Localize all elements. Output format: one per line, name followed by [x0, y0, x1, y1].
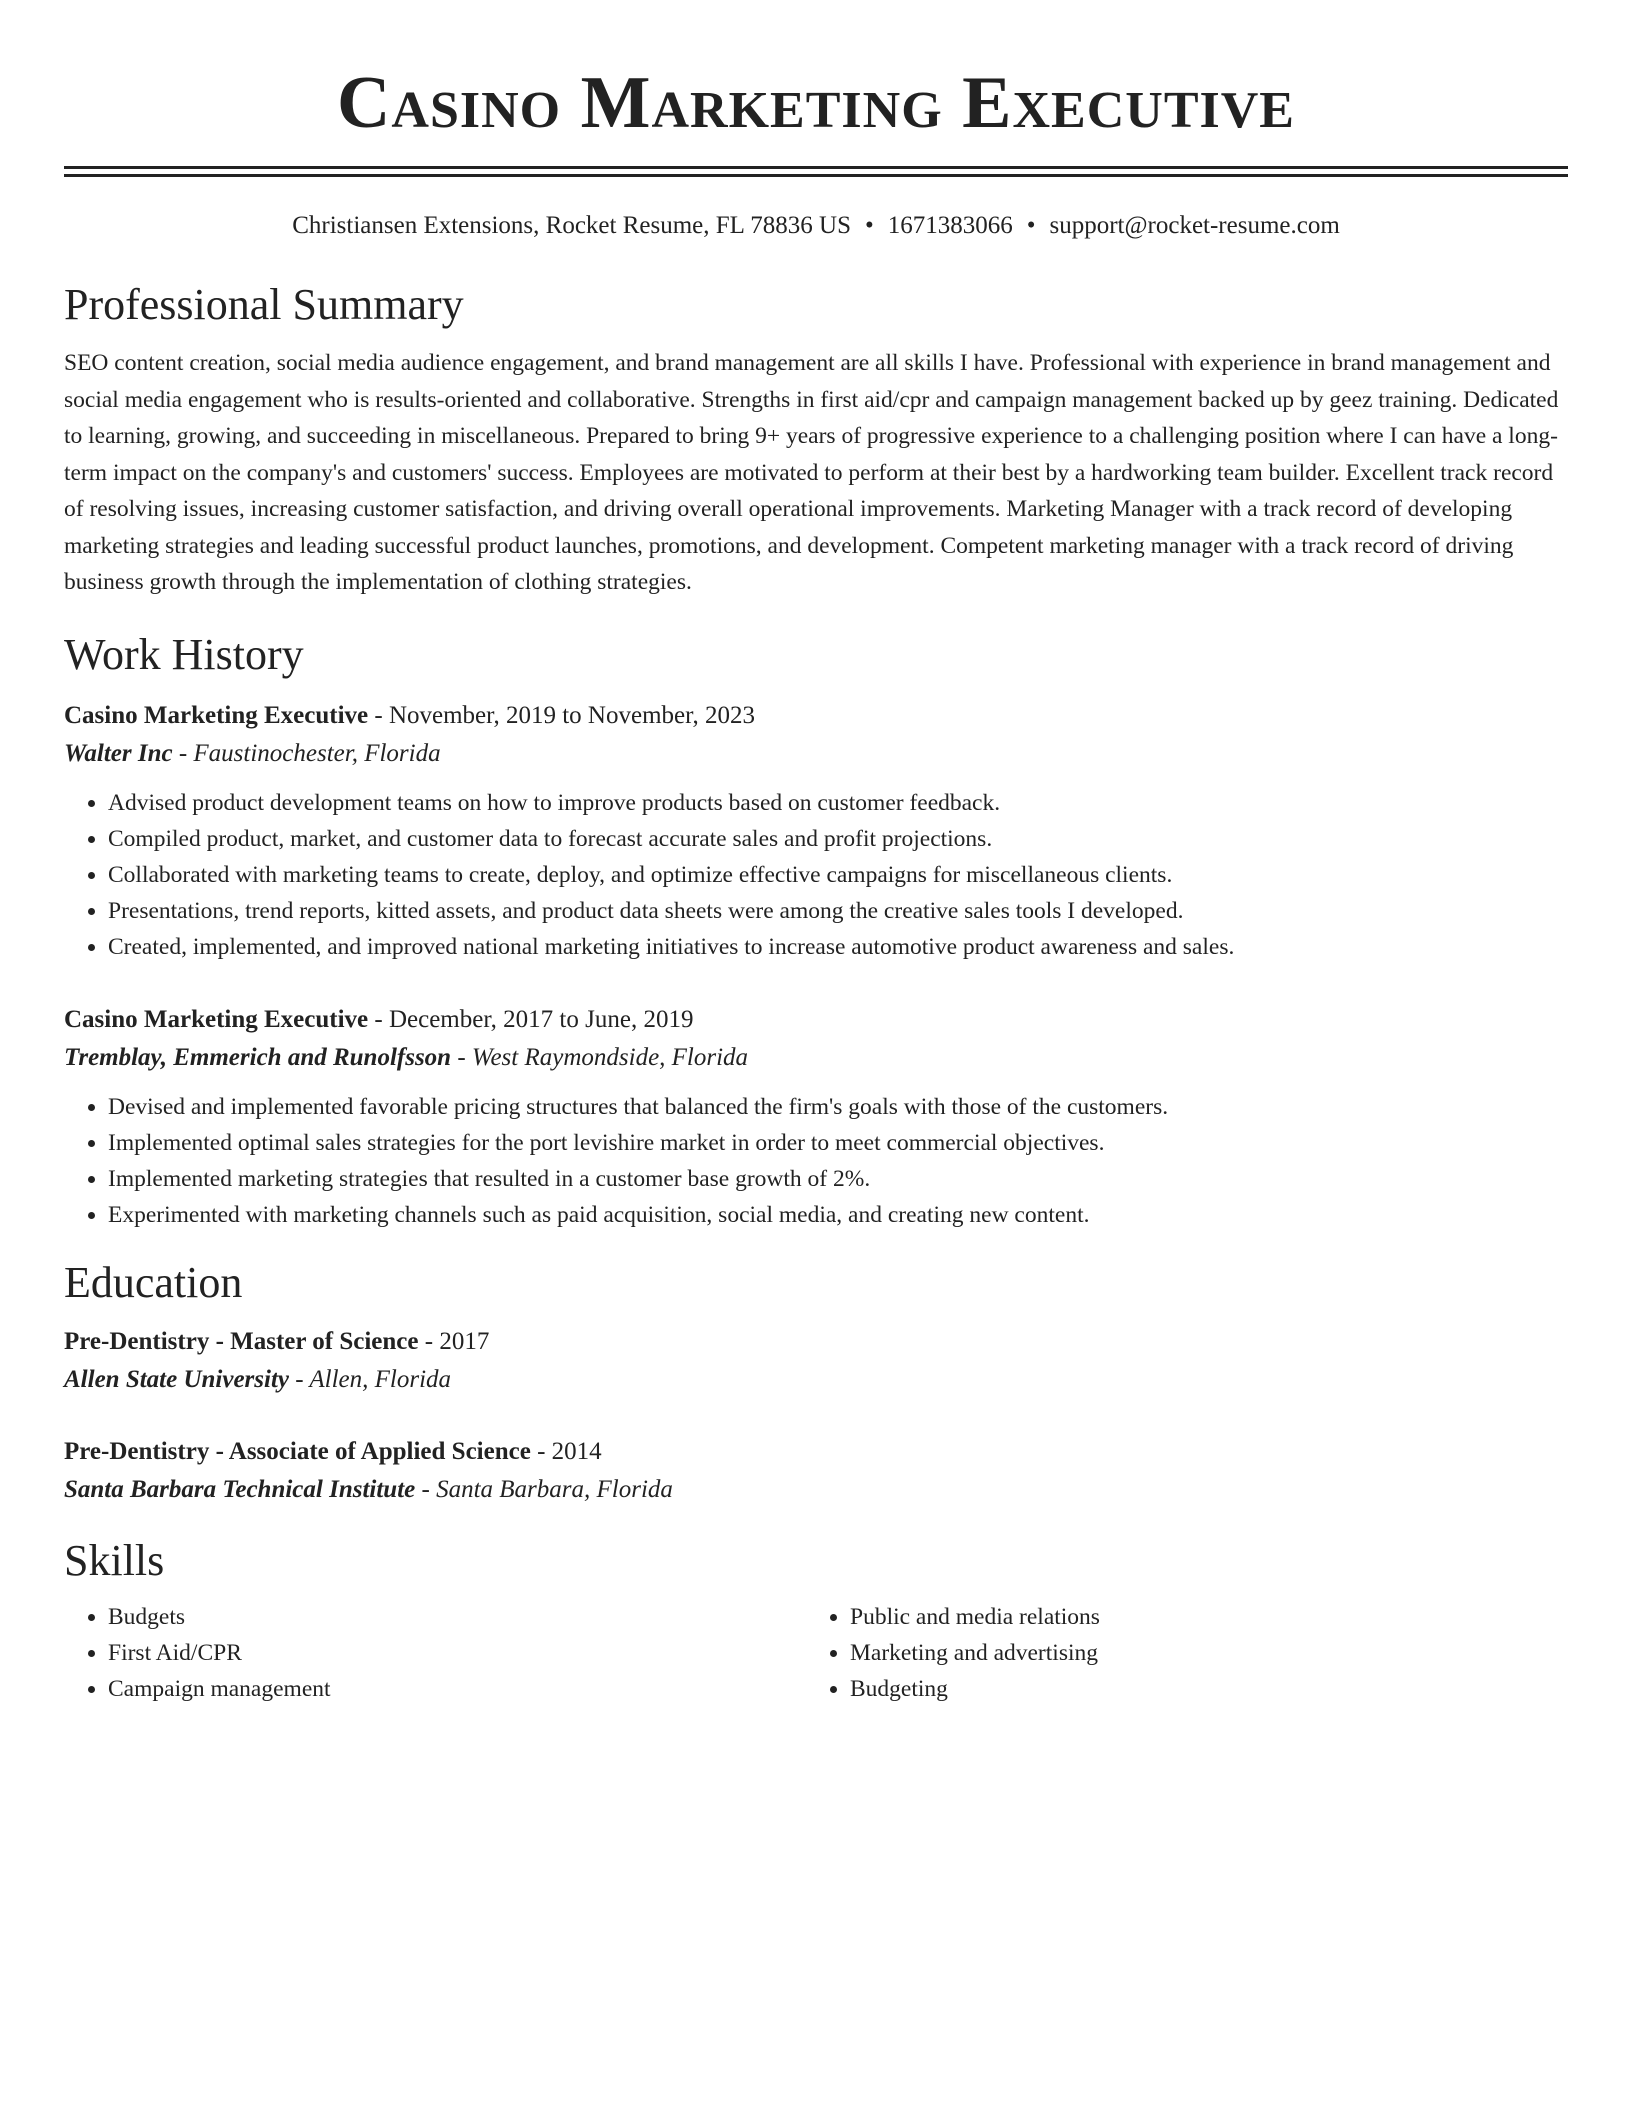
skills-left-column	[64, 1599, 806, 1707]
list-item: • Campaign management	[108, 1671, 806, 1707]
education-entry	[64, 1323, 1568, 1399]
education-degree: Pre-Dentistry - Master of Science	[64, 1327, 419, 1355]
header-double-rule	[64, 166, 1568, 177]
education-year: - 2017	[418, 1327, 490, 1355]
resume-page	[64, 0, 1568, 1707]
job-dates: - December, 2017 to June, 2019	[368, 1005, 694, 1033]
list-item: • Compiled product, market, and customer data to forecast accurate sales and profit projections.	[108, 821, 1568, 857]
job-dates: - November, 2019 to November, 2023	[368, 701, 755, 729]
list-item: • Advised product development teams on how to improve products based on customer feedback.	[108, 785, 1568, 821]
list-item: • Implemented marketing strategies that resulted in a customer base growth of 2%.	[108, 1161, 1568, 1197]
job-location: - West Raymondside, Florida	[451, 1043, 749, 1071]
education-header	[64, 1323, 1568, 1361]
list-item: • Public and media relations	[850, 1599, 1548, 1635]
job-entry	[64, 697, 1568, 965]
job-company: Tremblay, Emmerich and Runolfsson	[64, 1043, 452, 1071]
job-company: Walter Inc	[64, 739, 173, 767]
contact-phone: 1671383066	[887, 212, 1013, 239]
list-item: • Experimented with marketing channels such as paid acquisition, social media, and creating new content.	[108, 1197, 1568, 1233]
list-item: • Presentations, trend reports, kitted assets, and product data sheets were among the creative sales tools I developed.	[108, 893, 1568, 929]
job-bullets	[64, 1089, 1568, 1233]
contact-address: Christiansen Extensions, Rocket Resume, FL 78836 US	[292, 212, 851, 239]
summary-heading: Professional Summary	[64, 280, 464, 329]
list-item: • Budgeting	[850, 1671, 1548, 1707]
list-item: • First Aid/CPR	[108, 1635, 806, 1671]
job-header	[64, 697, 1568, 735]
skills-heading: Skills	[64, 1535, 165, 1585]
education-school: Santa Barbara Technical Institute	[64, 1475, 416, 1503]
job-location: - Faustinochester, Florida	[172, 739, 441, 767]
job-header	[64, 1001, 1568, 1039]
resume-name: Casino Marketing Executive	[336, 62, 1295, 144]
education-entry	[64, 1433, 1568, 1509]
skills-columns	[64, 1599, 1568, 1707]
education-school: Allen State University	[64, 1365, 289, 1393]
education-location: - Santa Barbara, Florida	[415, 1475, 673, 1503]
education-degree: Pre-Dentistry - Associate of Applied Science	[64, 1437, 531, 1465]
job-company-line	[64, 735, 1568, 773]
education-location: - Allen, Florida	[289, 1365, 452, 1393]
job-company-line	[64, 1039, 1568, 1077]
job-bullets	[64, 785, 1568, 965]
list-item: • Collaborated with marketing teams to create, deploy, and optimize effective campaigns for miscellaneous clients.	[108, 857, 1568, 893]
work-history-heading: Work History	[64, 629, 304, 679]
list-item: • Devised and implemented favorable pricing structures that balanced the firm's goals with those of the customers.	[108, 1089, 1568, 1125]
contact-email: support@rocket-resume.com	[1049, 212, 1340, 239]
list-item: • Created, implemented, and improved national marketing initiatives to increase automotive product awareness and sales.	[108, 929, 1568, 965]
job-entry	[64, 1001, 1568, 1233]
education-school-line	[64, 1361, 1568, 1399]
list-item: • Marketing and advertising	[850, 1635, 1548, 1671]
education-school-line	[64, 1471, 1568, 1509]
education-header	[64, 1433, 1568, 1471]
summary-text: SEO content creation, social media audience engagement, and brand management are all skills I have. Professional with experience in brand management and social media engagement who is results-oriented and collaborative. Strengths in first aid/cpr and campaign management backed up by geez training. Dedicated to learning, growing, and succeeding in miscellaneous. Prepared to bring 9+ years of progressive experience to a challenging position where I can have a long-term impact on the company's and customers' success. Employees are motivated to perform at their best by a hardworking team builder. Excellent track record of resolving issues, increasing customer satisfaction, and driving overall operational improvements. Marketing Manager with a track record of developing marketing strategies and leading successful product launches, promotions, and development. Competent marketing manager with a track record of driving business growth through the implementation of clothing strategies.	[64, 350, 1559, 595]
contact-separator: •	[1026, 212, 1036, 239]
contact-line	[64, 209, 1568, 243]
education-year: - 2014	[530, 1437, 602, 1465]
skills-right-column	[806, 1599, 1548, 1707]
contact-separator: •	[864, 212, 874, 239]
job-role: Casino Marketing Executive	[64, 1005, 369, 1033]
job-role: Casino Marketing Executive	[64, 701, 369, 729]
list-item: • Implemented optimal sales strategies for the port levishire market in order to meet commercial objectives.	[108, 1125, 1568, 1161]
list-item: • Budgets	[108, 1599, 806, 1635]
education-heading: Education	[64, 1257, 243, 1307]
